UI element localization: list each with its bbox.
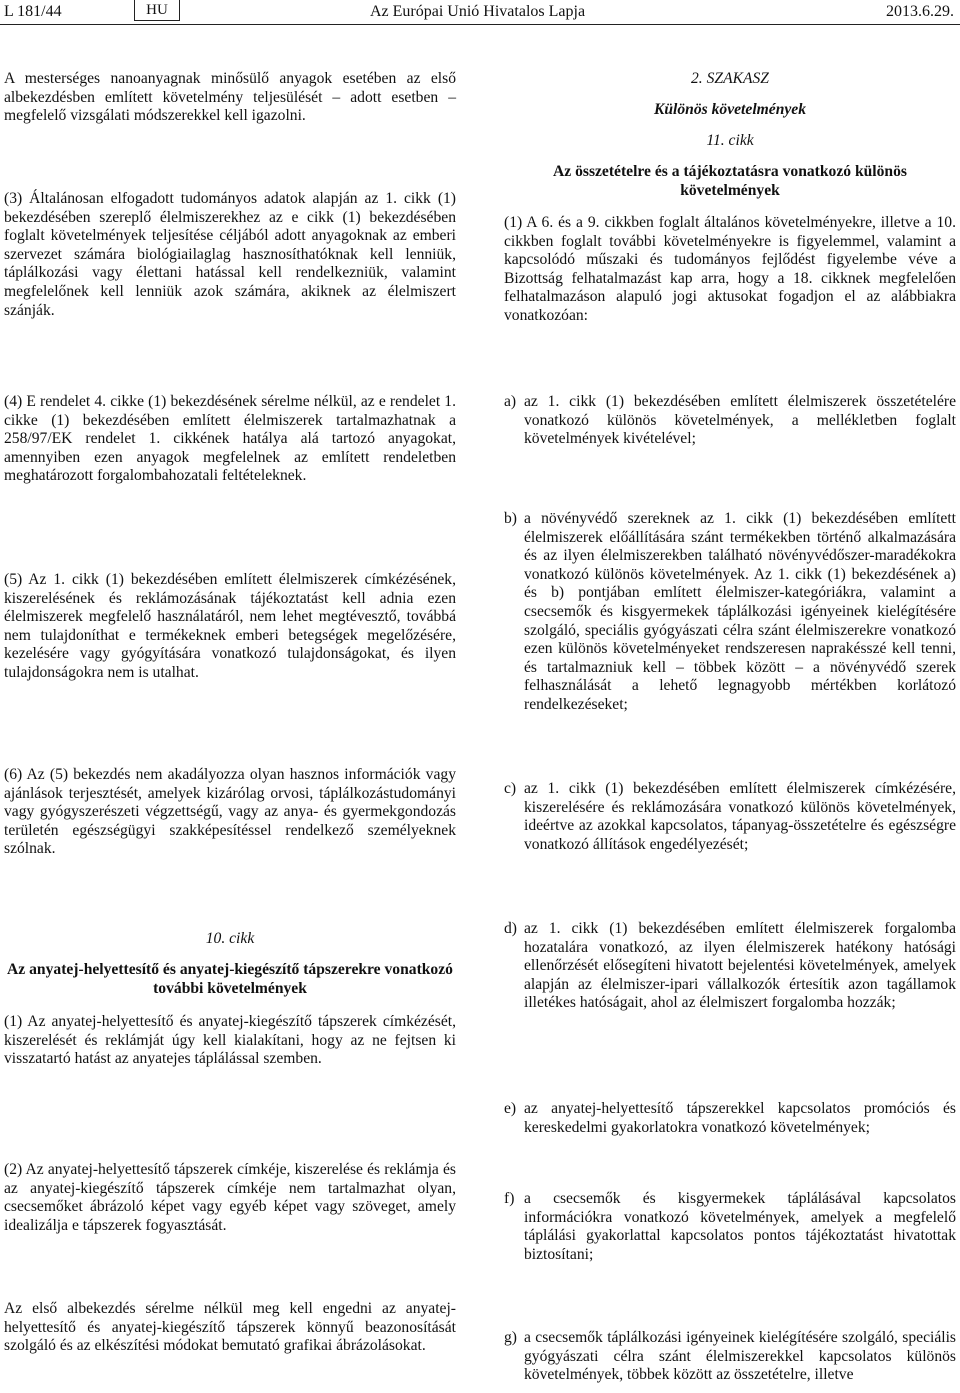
article-10-paragraph-2: (2) Az anyatej-helyettesítő tápszerek címkéje, kiszerelése és reklámja és az anyatej-kiegészítő tápszerek címkéje nem tartalmazhat olyan, csecsemőket ábrázoló képet vagy egyéb képet vagy szöveget, amely idealizálja e tápszerek fogyasztását. <box>4 1161 456 1234</box>
list-item-f: f) a csecsemők és kisgyermekek táplálásával kapcsolatos információkra vonatkozó követelmények, amelyek a megfelelő táplálási gyakorlattal kapcsolatos pontos tájékoztatást hivatottak biztosítani; <box>504 1190 956 1263</box>
article-11-number: 11. cikk <box>706 132 754 149</box>
journal-title: Az Európai Unió Hivatalos Lapja <box>370 3 586 20</box>
article-10-paragraph-3: Az első albekezdés sérelme nélkül meg kell engedni az anyatej-helyettesítő és anyatej-kiegészítő tápszerek könnyű beazonosítását szolgáló és az elkészítési módokat bemutató grafikai ábrázolásokat. <box>4 1300 456 1355</box>
section-number: 2. SZAKASZ <box>691 70 769 87</box>
list-item-g: g) a csecsemők táplálkozási igényeinek kielégítésére szolgáló, speciális gyógyászati célra szánt élelmiszerekkel kapcsolatos különös követelmények, többek között az összetételre, illetve <box>504 1329 956 1384</box>
list-item-e: e) az anyatej-helyettesítő tápszerekkel kapcsolatos promóciós és kereskedelmi gyakorlatokra vonatkozó követelmények; <box>504 1100 956 1136</box>
page-header <box>0 0 960 28</box>
article-10-paragraph-1: (1) Az anyatej-helyettesítő és anyatej-kiegészítő tápszerek címkézését, kiszerelését és reklámját úgy kell kialakítani, hogy az ne fejtsen ki visszatartó hatást az anyatejes táplálással szemben. <box>4 1013 456 1068</box>
list-item-a: a) az 1. cikk (1) bekezdésében említett élelmiszerek összetételére vonatkozó különös követelmények, a mellékletben foglalt követelmények kivételével; <box>504 393 956 448</box>
article-11-paragraph-1: (1) A 6. és a 9. cikkben foglalt általános követelményekre, illetve a 10. cikkben foglalt további követelményekre is figyelemmel, valamint a kapcsolódó műszaki és tudományos fejlődést figyelembe véve a Bizottság felhatalmazást kap arra, hogy a 18. cikknek megfelelően felhatalmazáson alapuló jogi aktusokat fogadjon el az alábbiakra vonatkozóan: <box>504 214 956 324</box>
article-10-title: Az anyatej-helyettesítő és anyatej-kiegészítő tápszerekre vonatkozó további követelmények <box>7 961 453 997</box>
paragraph-6: (6) Az (5) bekezdés nem akadályozza olyan hasznos információk vagy ajánlások terjesztését, amelyek kizárólag orvosi, táplálkozástudományi vagy gyógyszerészeti végzettségű, vagy az anya- és gyermekgondozás területén egészségügyi szakképesítéssel rendelkező személyeknek szólnak. <box>4 766 456 858</box>
paragraph-4: (4) E rendelet 4. cikke (1) bekezdésének sérelme nélkül, az e rendelet 1. cikke (1) bekezdésében említett élelmiszerek tartalmazhatnak a 258/97/EK rendelet 1. cikkének hatálya alá tartozó anyagokat, amennyiben ezen anyagok megfelelnek az említett rendeletben meghatározott forgalombahozatali feltételeknek. <box>4 393 456 485</box>
section-title: Különös követelmények <box>653 101 807 118</box>
list-item-b: b) a növényvédő szereknek az 1. cikk (1) bekezdésében említett élelmiszerek előállítására szánt termékekben történő alkalmazására és az ilyen élelmiszerekben található növényvédőszer-maradékokra vonatkozó különös követelmények. Az 1. cikk (1) bekezdésének a) és b) pontjában említett élelmiszer-kategóriákra, valamint a csecsemők és kisgyermekek táplálkozási igényeinek kielégítésére szolgáló, speciális gyógyászati célra szánt élelmiszerekre vonatkozó ezen különös követelményeket rendszeresen naprakésszé kell tenni, és tartalmazniuk kell – többek között – a növényvédő szerek felhasználását a lehető legnagyobb mértékben korlátozó rendelkezéseket; <box>504 510 956 713</box>
paragraph-5: (5) Az 1. cikk (1) bekezdésében említett élelmiszerek címkézésének, kiszerelésének és reklámozásának tájékoztatást kell adnia ezen élelmiszerek megfelelő használatáról, nem lehet megtévesztő, továbbá nem tulajdoníthat e termékeknek emberi betegségek megelőzésére, kezelésére vagy gyógyítására vonatkozó tulajdonságokat, és ilyen tulajdonságokra nem is utalhat. <box>4 571 456 681</box>
publication-date: 2013.6.29. <box>886 3 954 20</box>
list-item-d: d) az 1. cikk (1) bekezdésében említett élelmiszerek forgalomba hozatalára vonatkozó, az ilyen élelmiszerek hatékony hatósági ellenőrzését elősegíteni hivatott bejelentési követelmények, amelyek alapján az élelmiszer-ipari vállalkozók értesítik azon tagállamok illetékes hatóságait, ahol az élelmiszert forgalomba hozzák; <box>504 920 956 1012</box>
article-11-title: Az összetételre és a tájékoztatásra vonatkozó különös követelmények <box>553 163 907 199</box>
list-item-c: c) az 1. cikk (1) bekezdésében említett élelmiszerek címkézésére, kiszerelésére és reklámozására vonatkozó különös követelmények, ideértve az azokkal kapcsolatos, tápanyag-összetételre és egészségre vonatkozó állítások engedélyezését; <box>504 780 956 853</box>
page-reference: L 181/44 <box>4 3 62 20</box>
paragraph-3: (3) Általánosan elfogadott tudományos adatok alapján az 1. cikk (1) bekezdésében szereplő élelmiszerekhez az e cikk (1) bekezdésében foglalt követelmények teljesítése céljából adott anyagoknak az emberi szervezet számára biológiailaglag hasznosíthatóknak kell lenniük, táplálkozási vagy élettani hatással kell rendelkezniük, valamint megfelelőnek kell lenniük azok számára, akiknek az élelmiszert szánják. <box>4 190 456 319</box>
paragraph-intro: A mesterséges nanoanyagnak minősülő anyagok esetében az első albekezdésben említett követelmény teljesülését – adott esetben – megfelelő vizsgálati módszerekkel kell igazolni. <box>4 70 456 125</box>
language-badge: HU <box>134 0 180 21</box>
article-10-number: 10. cikk <box>205 930 255 947</box>
header-divider <box>0 24 960 25</box>
